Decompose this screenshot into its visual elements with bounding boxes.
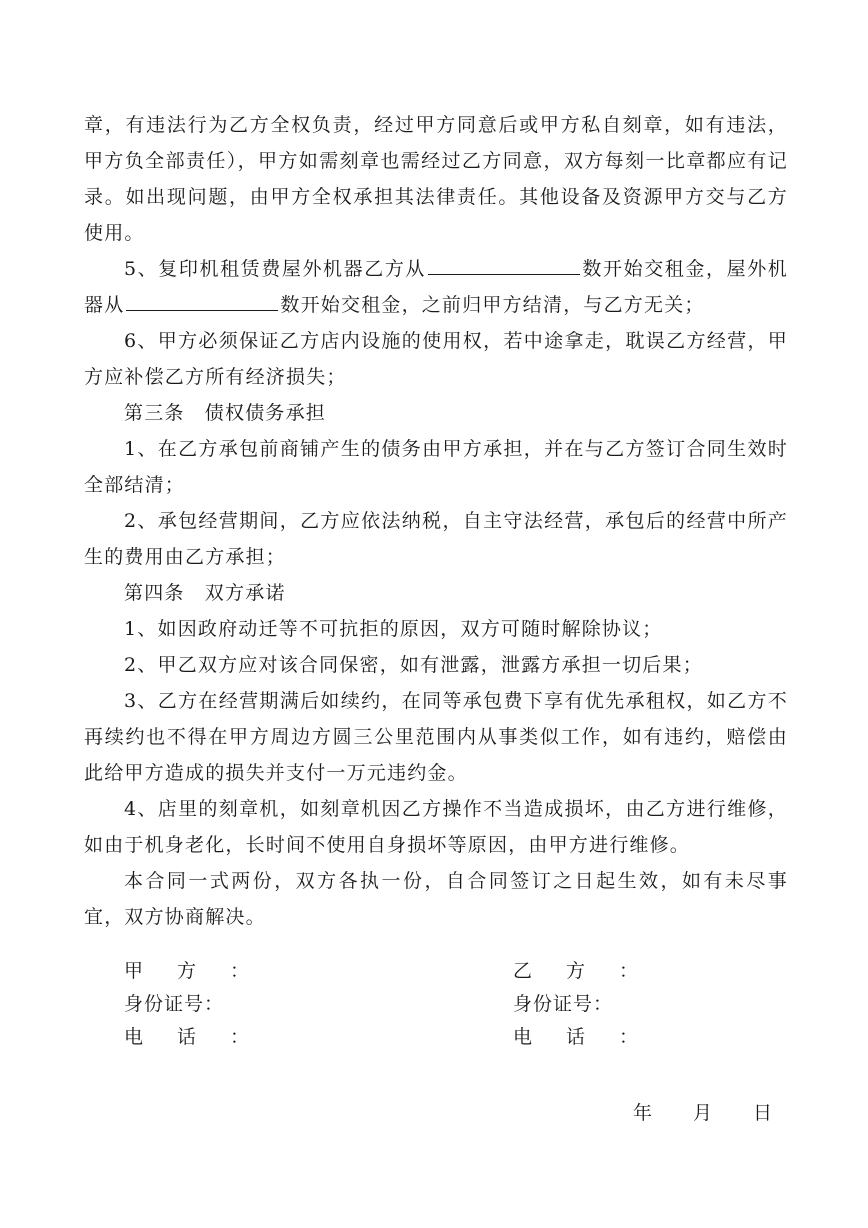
id-b-label: 身份证号： <box>513 993 614 1015</box>
copier-rent-text-b: 数开始交租金，屋外机器从 <box>84 258 788 316</box>
copier-rent-text-a: 5、复印机租赁费屋外机器乙方从 <box>124 258 427 280</box>
start-date-blank-machine[interactable] <box>126 288 278 311</box>
paragraph-renewal: 3、乙方在经营期满后如续约，在同等承包费下享有优先承租权，如乙方不再续约也不得在甲方周边方圆三公里范围内从事类似工作，如有违约，赔偿由此给甲方造成的损失并支付一万元违约金。 <box>84 690 788 784</box>
heading-article-three: 第三条 债权债务承担 <box>124 402 327 424</box>
party-b-label: 乙方： <box>513 960 673 982</box>
paragraph-seal-clause: 章，有违法行为乙方全权负责，经过甲方同意后或甲方私自刻章，如有违法，甲方负全部责任），甲方如需刻章也需经过乙方同意，双方每刻一比章都应有记录。如出现问题，由甲方全权承担其法律责任。其他设备及资源甲方交与乙方使用。 <box>84 114 788 244</box>
party-row <box>124 956 684 989</box>
paragraph-facility-rights: 6、甲方必须保证乙方店内设施的使用权，若中途拿走，耽误乙方经营，甲方应补偿乙方所有经济损失； <box>84 330 788 388</box>
id-a-label: 身份证号： <box>124 993 225 1015</box>
phone-row <box>124 1022 684 1055</box>
paragraph-force-majeure: 1、如因政府动迁等不可抗拒的原因，双方可随时解除协议； <box>124 618 663 640</box>
start-date-blank-outdoor[interactable] <box>428 252 580 275</box>
paragraph-debt-before: 1、在乙方承包前商铺产生的债务由甲方承担，并在与乙方签订合同生效时全部结清； <box>84 438 788 496</box>
contract-body <box>84 107 788 935</box>
phone-a-label: 电话： <box>124 1026 284 1048</box>
paragraph-copies: 本合同一式两份，双方各执一份，自合同签订之日起生效，如有未尽事宜，双方协商解决。 <box>84 870 788 928</box>
signature-block <box>124 956 684 1055</box>
copier-rent-text-c: 数开始交租金，之前归甲方结清，与乙方无关； <box>280 294 705 316</box>
id-row <box>124 989 684 1022</box>
date-line: 年 月 日 <box>633 1102 774 1124</box>
paragraph-copier-rent <box>84 251 788 323</box>
party-a-label: 甲方： <box>124 960 284 982</box>
heading-article-four: 第四条 双方承诺 <box>124 582 286 604</box>
paragraph-confidentiality: 2、甲乙双方应对该合同保密，如有泄露，泄露方承担一切后果； <box>124 654 703 676</box>
phone-b-label: 电话： <box>513 1026 673 1048</box>
paragraph-tax-expenses: 2、承包经营期间，乙方应依法纳税，自主守法经营，承包后的经营中所产生的费用由乙方承担； <box>84 510 788 568</box>
paragraph-seal-machine: 4、店里的刻章机，如刻章机因乙方操作不当造成损坏，由乙方进行维修，如由于机身老化，长时间不使用自身损坏等原因，由甲方进行维修。 <box>84 798 788 856</box>
